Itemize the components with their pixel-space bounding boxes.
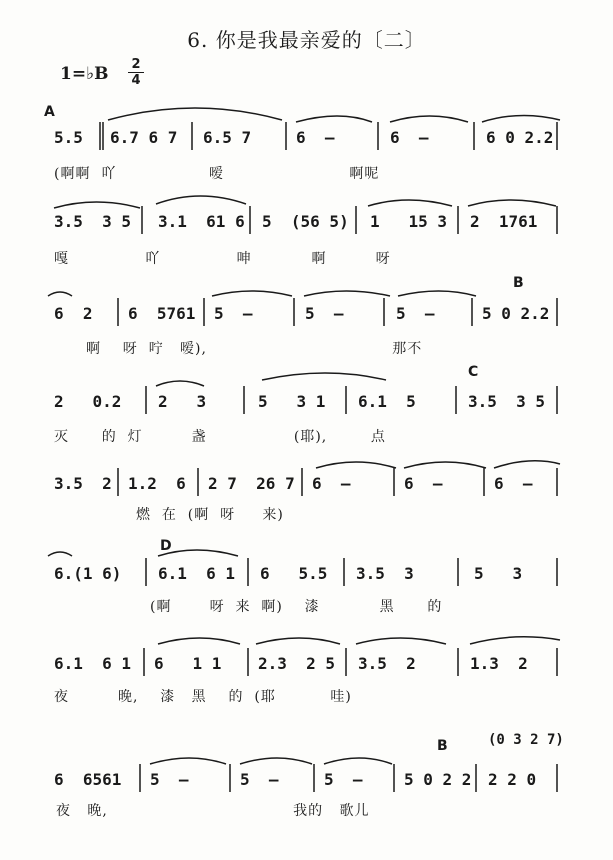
lyric-line: 夜 晚, 我的 歌儿	[56, 803, 370, 819]
note-group: 6 0 2.2	[486, 128, 554, 147]
note-group: 5 3 1	[258, 392, 326, 411]
upper-note-group: (0 3 2 7)	[488, 732, 564, 748]
lyric-line: 夜 晚, 漆 黑 的 (耶 哇)	[54, 689, 352, 705]
song-title: 6. 你是我最亲爱的〔二〕	[187, 28, 426, 52]
note-group: 5 0 2 2	[404, 770, 472, 789]
note-group: 6 1 1	[154, 654, 222, 673]
note-group: 3.5 2	[54, 474, 112, 493]
section-mark-b: B	[513, 275, 524, 291]
note-group: 6 2	[54, 304, 93, 323]
note-group: 6.7 6 7	[110, 128, 178, 147]
lyric-line: (啊 呀 来 啊) 漆 黑 的	[150, 599, 443, 615]
note-group: 2 0.2	[54, 392, 122, 411]
note-group: 6.5 7	[203, 128, 252, 147]
note-group: 3.5 3 5	[54, 212, 132, 231]
note-group: 6 –	[312, 474, 351, 493]
note-group: 5 –	[240, 770, 279, 789]
note-group: 5 3	[474, 564, 523, 583]
note-group: 3.5 3	[356, 564, 414, 583]
key-signature: 1=♭B	[60, 64, 109, 84]
note-group: 5 0 2.2	[482, 304, 550, 323]
note-group: 6 –	[296, 128, 335, 147]
section-mark-a: A	[44, 104, 55, 120]
note-group: 1.3 2	[470, 654, 528, 673]
lyric-line: (啊啊 吖 嗳 啊呢	[54, 166, 380, 182]
note-group: 5 –	[396, 304, 435, 323]
note-group: 2 7 26 7	[208, 474, 295, 493]
section-mark-d: D	[160, 538, 172, 554]
note-group: 6 5761	[128, 304, 196, 323]
bar-lines	[100, 122, 557, 792]
note-group: 6.(1 6)	[54, 564, 122, 583]
note-group: 2 3	[158, 392, 207, 411]
note-group: 3.5 3 5	[468, 392, 546, 411]
note-group: 5 –	[214, 304, 253, 323]
note-group: 1 15 3	[370, 212, 448, 231]
note-group: 6 –	[390, 128, 429, 147]
note-group: 6 –	[494, 474, 533, 493]
note-group: 5 (56 5)	[262, 212, 349, 231]
note-group: 2.3 2 5	[258, 654, 336, 673]
section-mark-c: C	[468, 364, 479, 380]
note-group: 3.1 61 6	[158, 212, 245, 231]
note-group: 2 1761	[470, 212, 538, 231]
lyric-line: 灭 的 灯 盏 (耶), 点	[54, 429, 386, 445]
note-group: 6 6561	[54, 770, 122, 789]
lyric-line: 啊 呀 咛 嗳), 那不	[86, 341, 423, 357]
slurs	[48, 108, 560, 764]
note-group: 5 –	[150, 770, 189, 789]
note-group: 2 2 0	[488, 770, 537, 789]
note-group: 3.5 2	[358, 654, 416, 673]
time-signature-bottom: 4	[131, 73, 141, 88]
section-mark-b-second: B	[437, 738, 448, 754]
time-signature-top: 2	[131, 57, 141, 72]
note-group: 6.1 5	[358, 392, 416, 411]
note-group: 1.2 6	[128, 474, 186, 493]
lyric-line: 嘎 吖 呻 啊 呀	[54, 251, 391, 267]
note-group: 6 5.5	[260, 564, 328, 583]
note-group: 5 –	[324, 770, 363, 789]
note-group: 6.1 6 1	[54, 654, 132, 673]
note-group: 5.5	[54, 128, 83, 147]
lyric-line: 燃 在 (啊 呀 来)	[136, 507, 284, 523]
note-group: 6.1 6 1	[158, 564, 236, 583]
note-group: 6 –	[404, 474, 443, 493]
note-group: 5 –	[305, 304, 344, 323]
